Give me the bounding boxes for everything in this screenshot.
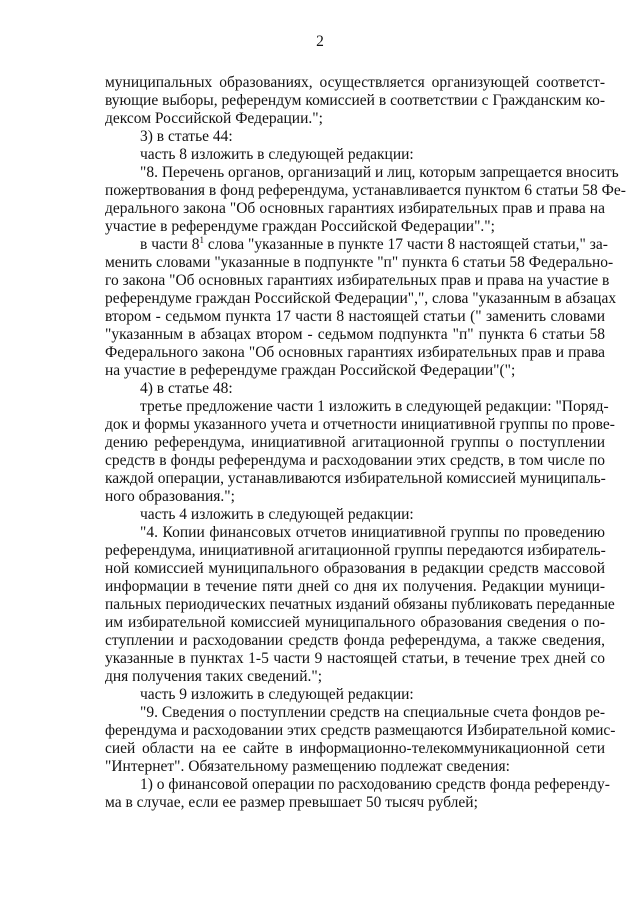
text-line: пальных периодических печатных изданий обязаны публиковать переданные (105, 596, 615, 613)
text-line: "9. Сведения о поступлении средств на специальные счета фондов ре- (140, 704, 605, 721)
superscript: 1 (199, 234, 204, 245)
text-line: Федерального закона "Об основных гарантиях избирательных прав и права (105, 344, 605, 361)
text-line: указанные в пунктах 1-5 части 9 настоящей статьи, в течение трех дней со (105, 650, 605, 667)
text-line: участие в референдуме граждан Российской Федерации"."; (105, 218, 495, 235)
text-line: док и формы указанного учета и отчетности инициативной группы по прове- (105, 416, 615, 433)
text-line: ферендума и расходовании этих средств размещаются Избирательной комис- (105, 722, 616, 739)
text-line: вующие выборы, референдум комиссией в соответствии с Гражданским ко- (105, 92, 605, 109)
text-line: референдуме граждан Российской Федерации",", слова "указанным в абзацах (105, 290, 617, 307)
text-line (140, 234, 608, 254)
text-line: им избирательной комиссией муниципального образования сведения о по- (105, 614, 605, 631)
text-line: 1) о финансовой операции по расходованию средств фонда референду- (140, 776, 610, 793)
text-line: часть 9 изложить в следующей редакции: (140, 686, 414, 703)
text-line: менить словами "указанные в подпункте "п" пункта 6 статьи 58 Федерально- (105, 254, 614, 271)
text-line: на участие в референдуме граждан Российской Федерации"("; (105, 362, 516, 379)
text-line: дерального закона "Об основных гарантиях избирательных прав и права на (105, 200, 605, 217)
text-line: "8. Перечень органов, организаций и лиц, которым запрещается вносить (140, 164, 619, 181)
text-line: муниципальных образованиях, осуществляется организующей соответст- (105, 74, 605, 91)
text-line: ного образования."; (105, 488, 235, 505)
text-line: 4) в статье 48: (140, 380, 233, 397)
text-fragment: в части 8 (140, 236, 200, 253)
text-line: информации в течение пяти дней со дня их получения. Редакции муници- (105, 578, 605, 595)
text-line: го закона "Об основных гарантиях избирательных прав и права на участие в (105, 272, 610, 289)
text-line: "4. Копии финансовых отчетов инициативной группы по проведению (140, 524, 605, 541)
text-line: часть 8 изложить в следующей редакции: (140, 146, 414, 163)
text-line: каждой операции, устанавливаются избирательной комиссией муниципаль- (105, 470, 606, 487)
text-line: 3) в статье 44: (140, 128, 233, 145)
text-line: "указанным в абзацах втором - седьмом подпункта "п" пункта 6 статьи 58 (105, 326, 605, 343)
text-line: часть 4 изложить в следующей редакции: (140, 506, 414, 523)
text-line: ной комиссией муниципального образования в редакции средств массовой (105, 560, 605, 577)
text-line: средств в фонды референдума и расходовании этих средств, в том числе по (105, 452, 605, 469)
page-number: 2 (316, 33, 324, 50)
text-line: дению референдума, инициативной агитационной группы о поступлении (105, 434, 605, 451)
text-line: дексом Российской Федерации."; (105, 110, 323, 127)
text-line: сией области на ее сайте в информационно-телекоммуникационной сети (105, 740, 605, 757)
text-line: ступлении и расходовании средств фонда референдума, а также сведения, (105, 632, 605, 649)
text-line: референдума, инициативной агитационной группы передаются избиратель- (105, 542, 606, 559)
text-fragment: слова "указанные в пункте 17 части 8 настоящей статьи," за- (203, 236, 608, 253)
text-line: "Интернет". Обязательному размещению подлежат сведения: (105, 758, 510, 775)
text-line: ма в случае, если ее размер превышает 50 тысяч рублей; (105, 794, 478, 811)
text-line: пожертвования в фонд референдума, устанавливается пунктом 6 статьи 58 Фе- (105, 182, 626, 199)
text-line: дня получения таких сведений."; (105, 668, 323, 685)
text-line: третье предложение части 1 изложить в следующей редакции: "Поряд- (140, 398, 609, 415)
text-line: втором - седьмом пункта 17 части 8 настоящей статьи (" заменить словами (105, 308, 605, 325)
